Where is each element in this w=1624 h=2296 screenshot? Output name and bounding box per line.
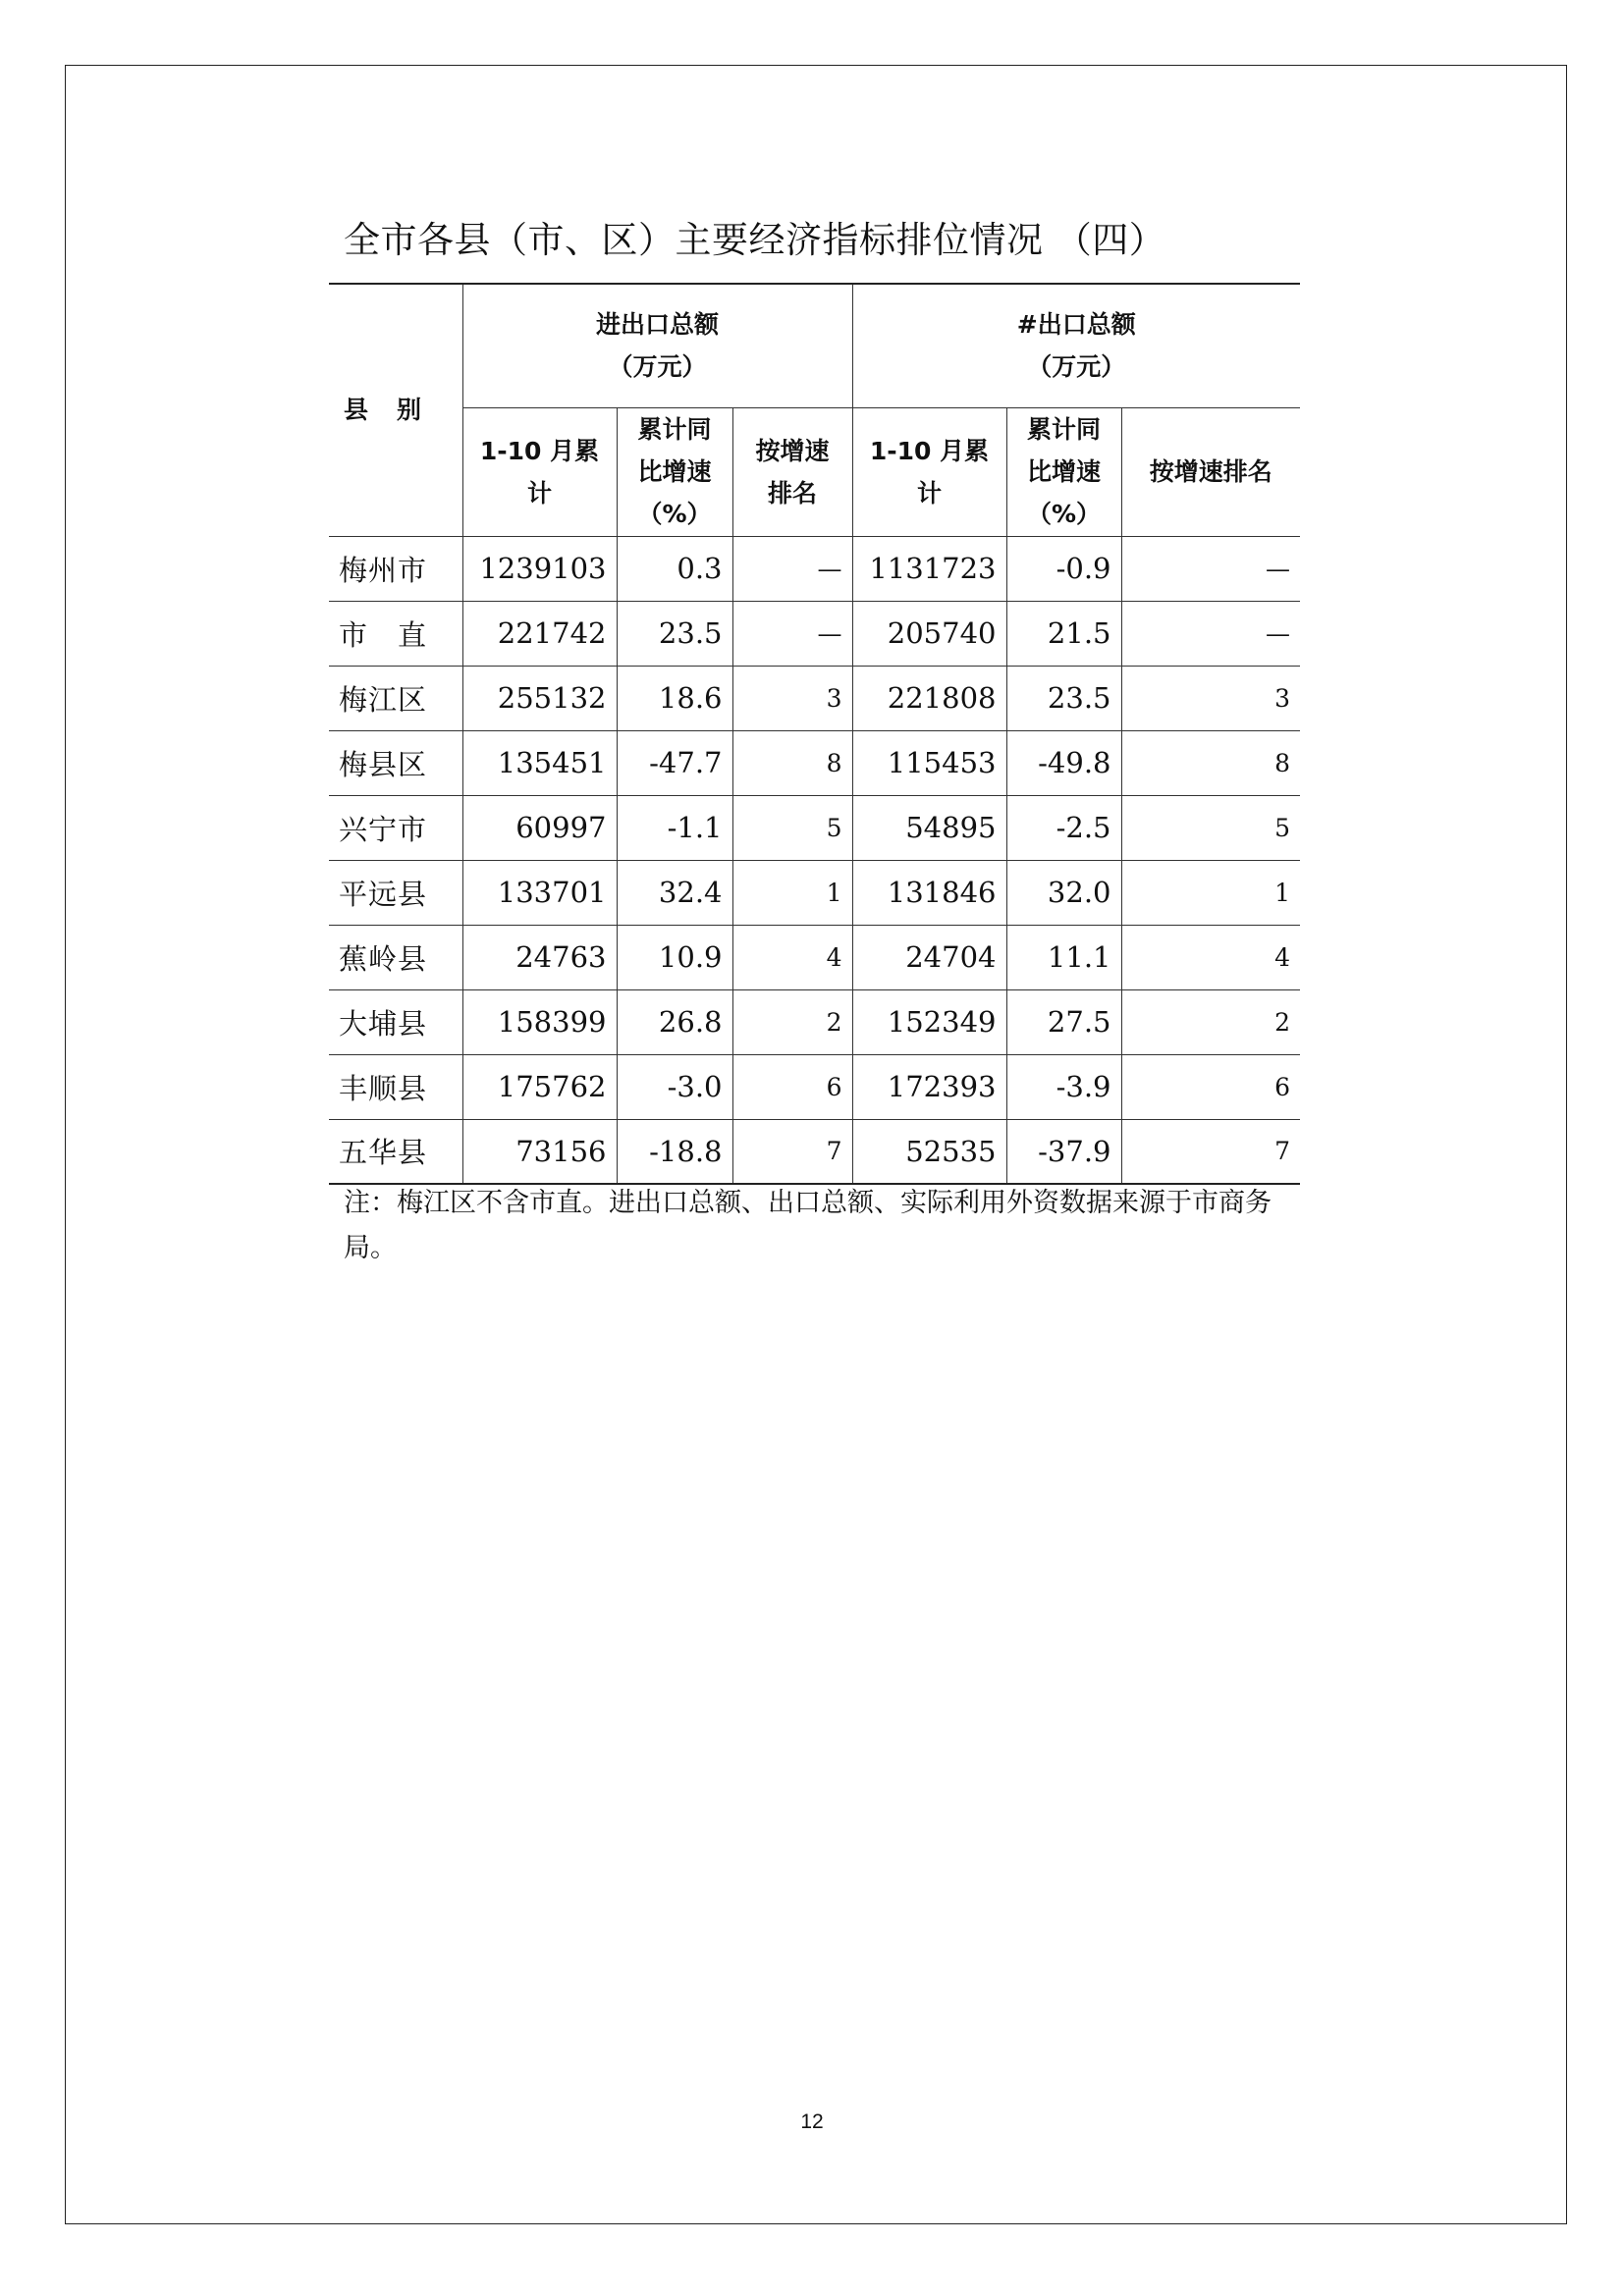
ie-rank-line2: 排名 <box>767 478 817 507</box>
table-row <box>329 536 1300 601</box>
ex-rank-cell: 2 <box>1121 989 1300 1054</box>
ex-cumulative-cell: 131846 <box>852 860 1006 925</box>
ie-rank-cell: — <box>732 601 852 666</box>
ie-rank-cell: 1 <box>732 860 852 925</box>
footnote: 注：梅江区不含市直。进出口总额、出口总额、实际利用外资数据来源于市商务局。 <box>344 1188 1272 1263</box>
ie-yoy-growth-cell: -47.7 <box>617 730 732 795</box>
ex-yoy-growth-cell: -49.8 <box>1006 730 1121 795</box>
ex-yoy-growth-cell: 21.5 <box>1006 601 1121 666</box>
ex-yoy-growth-cell: 23.5 <box>1006 666 1121 730</box>
ex-yoy-header <box>1006 407 1121 536</box>
ie-rank-line1: 按增速 <box>755 436 830 465</box>
ie-rank-cell: 7 <box>732 1119 852 1184</box>
table-row <box>329 989 1300 1054</box>
ex-yoy-growth-cell: 11.1 <box>1006 925 1121 989</box>
ex-yoy-line3: （%） <box>1026 500 1102 528</box>
ie-yoy-line3: （%） <box>637 500 712 528</box>
county-name-cell: 梅县区 <box>329 730 462 795</box>
page-number: 12 <box>800 2110 824 2133</box>
ex-cumulative-line1: 1-10 月累 <box>869 436 990 465</box>
ex-yoy-growth-cell: -2.5 <box>1006 795 1121 860</box>
county-name-cell: 大埔县 <box>329 989 462 1054</box>
import-export-unit: （万元） <box>608 352 707 382</box>
ie-cumulative-cell: 135451 <box>462 730 617 795</box>
table-row <box>329 730 1300 795</box>
ex-cumulative-cell: 221808 <box>852 666 1006 730</box>
table-row <box>329 666 1300 730</box>
ie-rank-cell: 2 <box>732 989 852 1054</box>
ex-cumulative-cell: 205740 <box>852 601 1006 666</box>
ex-rank-header: 按增速排名 <box>1121 407 1300 536</box>
table-row <box>329 1054 1300 1119</box>
ie-yoy-growth-cell: 10.9 <box>617 925 732 989</box>
page-title: 全市各县（市、区）主要经济指标排位情况 （四） <box>344 219 1166 261</box>
table-row <box>329 601 1300 666</box>
ex-rank-cell: 8 <box>1121 730 1300 795</box>
ie-yoy-growth-cell: -1.1 <box>617 795 732 860</box>
ie-cumulative-cell: 158399 <box>462 989 617 1054</box>
export-group-header <box>852 284 1300 407</box>
ie-rank-cell: — <box>732 536 852 601</box>
county-name-cell: 梅江区 <box>329 666 462 730</box>
ex-cumulative-cell: 52535 <box>852 1119 1006 1184</box>
header-row-sub <box>329 407 1300 536</box>
ie-yoy-line2: 比增速 <box>637 457 712 486</box>
ex-cumulative-line2: 计 <box>916 478 942 507</box>
ie-yoy-growth-cell: -3.0 <box>617 1054 732 1119</box>
ie-cumulative-cell: 73156 <box>462 1119 617 1184</box>
ie-cumulative-cell: 175762 <box>462 1054 617 1119</box>
county-name-cell: 梅州市 <box>329 536 462 601</box>
ie-yoy-growth-cell: 26.8 <box>617 989 732 1054</box>
ie-rank-cell: 8 <box>732 730 852 795</box>
ex-cumulative-cell: 54895 <box>852 795 1006 860</box>
ie-cumulative-line1: 1-10 月累 <box>479 436 600 465</box>
county-name-cell: 蕉岭县 <box>329 925 462 989</box>
export-unit: （万元） <box>1027 352 1126 382</box>
ex-rank-cell: 7 <box>1121 1119 1300 1184</box>
ex-cumulative-header <box>852 407 1006 536</box>
ie-yoy-line1: 累计同 <box>637 415 712 444</box>
county-name-cell: 市 直 <box>329 601 462 666</box>
table-row <box>329 1119 1300 1184</box>
ie-yoy-growth-cell: -18.8 <box>617 1119 732 1184</box>
ex-yoy-growth-cell: 27.5 <box>1006 989 1121 1054</box>
county-name-cell: 五华县 <box>329 1119 462 1184</box>
ie-rank-cell: 5 <box>732 795 852 860</box>
ie-cumulative-cell: 24763 <box>462 925 617 989</box>
ex-cumulative-cell: 115453 <box>852 730 1006 795</box>
import-export-group-header <box>462 284 852 407</box>
ie-rank-cell: 4 <box>732 925 852 989</box>
header-row-groups <box>329 284 1300 407</box>
table-row <box>329 795 1300 860</box>
ie-rank-cell: 3 <box>732 666 852 730</box>
ex-rank-cell: 6 <box>1121 1054 1300 1119</box>
ie-yoy-growth-cell: 18.6 <box>617 666 732 730</box>
ex-yoy-line1: 累计同 <box>1026 415 1101 444</box>
ie-rank-cell: 6 <box>732 1054 852 1119</box>
ex-rank-cell: 1 <box>1121 860 1300 925</box>
ex-rank-cell: 4 <box>1121 925 1300 989</box>
ie-cumulative-cell: 255132 <box>462 666 617 730</box>
ex-rank-cell: — <box>1121 601 1300 666</box>
ie-yoy-growth-cell: 32.4 <box>617 860 732 925</box>
ex-yoy-growth-cell: -0.9 <box>1006 536 1121 601</box>
table-row <box>329 860 1300 925</box>
ex-cumulative-cell: 24704 <box>852 925 1006 989</box>
import-export-label: 进出口总额 <box>595 310 719 340</box>
ie-yoy-growth-cell: 23.5 <box>617 601 732 666</box>
county-name-cell: 平远县 <box>329 860 462 925</box>
ie-cumulative-cell: 221742 <box>462 601 617 666</box>
ie-cumulative-cell: 60997 <box>462 795 617 860</box>
ex-rank-cell: 3 <box>1121 666 1300 730</box>
county-name-cell: 丰顺县 <box>329 1054 462 1119</box>
indicator-table <box>329 283 1300 1185</box>
ex-cumulative-cell: 152349 <box>852 989 1006 1054</box>
county-name-cell: 兴宁市 <box>329 795 462 860</box>
ie-yoy-header <box>617 407 732 536</box>
ex-rank-cell: 5 <box>1121 795 1300 860</box>
ie-yoy-growth-cell: 0.3 <box>617 536 732 601</box>
ex-rank-cell: — <box>1121 536 1300 601</box>
county-column-header: 县 别 <box>329 284 462 536</box>
ie-cumulative-header <box>462 407 617 536</box>
ie-cumulative-cell: 133701 <box>462 860 617 925</box>
ie-cumulative-line2: 计 <box>526 478 552 507</box>
ex-yoy-growth-cell: -37.9 <box>1006 1119 1121 1184</box>
ie-rank-header <box>732 407 852 536</box>
export-label: #出口总额 <box>1016 310 1136 340</box>
ex-cumulative-cell: 1131723 <box>852 536 1006 601</box>
ex-yoy-growth-cell: 32.0 <box>1006 860 1121 925</box>
table-row <box>329 925 1300 989</box>
ex-yoy-growth-cell: -3.9 <box>1006 1054 1121 1119</box>
ex-cumulative-cell: 172393 <box>852 1054 1006 1119</box>
ex-yoy-line2: 比增速 <box>1026 457 1101 486</box>
ie-cumulative-cell: 1239103 <box>462 536 617 601</box>
